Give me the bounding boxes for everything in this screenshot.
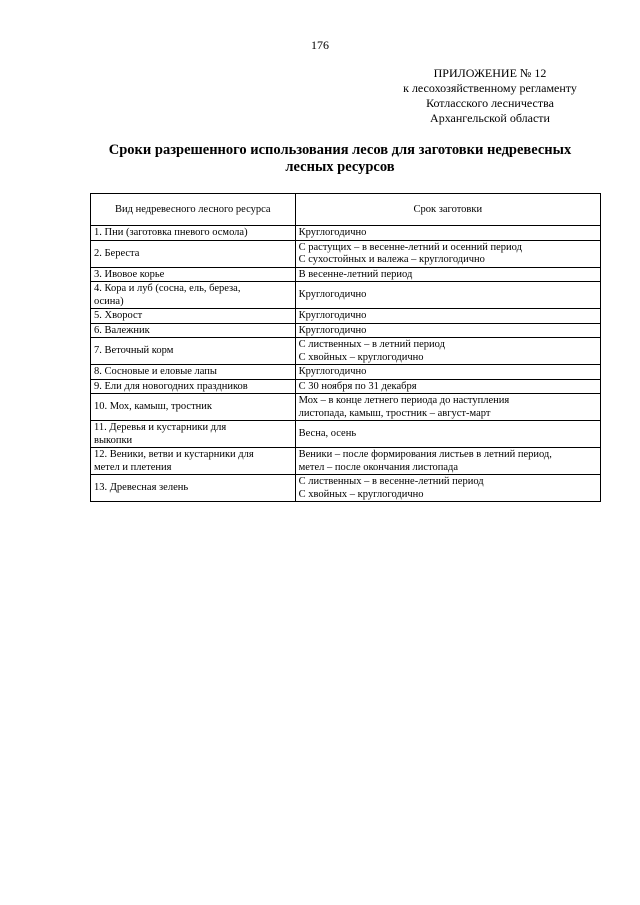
period-cell <box>295 448 600 475</box>
table-row <box>91 394 601 421</box>
resource-cell-line: 7. Веточный корм <box>94 345 174 357</box>
resource-cell-line: 11. Деревья и кустарники для <box>94 422 227 433</box>
period-cell-line: метел – после окончания листопада <box>298 461 459 473</box>
period-cell-line: Веники – после формирования листьев в летний период, <box>298 449 552 460</box>
resource-cell <box>91 323 296 338</box>
resource-cell <box>91 475 296 502</box>
table-row <box>91 448 601 475</box>
appendix-heading <box>380 66 600 126</box>
period-cell-line: С хвойных – круглогодично <box>298 488 424 500</box>
resource-cell-line: 2. Береста <box>94 247 140 259</box>
resource-cell <box>91 267 296 282</box>
resource-cell <box>91 394 296 421</box>
period-cell <box>295 394 600 421</box>
table-row <box>91 226 601 241</box>
period-cell-line: Весна, осень <box>298 428 357 440</box>
resource-cell <box>91 448 296 475</box>
resource-cell-line: метел и плетения <box>94 461 172 473</box>
resource-cell <box>91 309 296 324</box>
header-resource-type: Вид недревесного лесного ресурса <box>91 194 296 226</box>
period-cell <box>295 282 600 309</box>
period-cell-line: С лиственных – в летний период <box>298 339 445 350</box>
period-cell <box>295 421 600 448</box>
resource-cell <box>91 365 296 380</box>
table-body <box>91 226 601 502</box>
appendix-line: ПРИЛОЖЕНИЕ № 12 <box>433 66 547 80</box>
appendix-line: Котласского лесничества <box>426 96 554 110</box>
period-cell <box>295 379 600 394</box>
resource-cell-line: 3. Ивовое корье <box>94 268 165 280</box>
period-cell-line: С 30 ноября по 31 декабря <box>298 380 417 392</box>
table-row <box>91 240 601 267</box>
table-row <box>91 323 601 338</box>
period-cell-line: Круглогодично <box>298 324 367 336</box>
period-cell-line: Круглогодично <box>298 289 367 301</box>
resources-table <box>90 193 601 502</box>
table-row <box>91 421 601 448</box>
resource-cell-line: 10. Мох, камыш, тростник <box>94 401 213 413</box>
period-cell <box>295 267 600 282</box>
period-cell <box>295 240 600 267</box>
period-cell-line: листопада, камыш, тростник – август-март <box>298 407 491 419</box>
resource-cell-line: осина) <box>94 295 124 307</box>
period-cell-line: С хвойных – круглогодично <box>298 351 424 363</box>
period-cell-line: В весенне-летний период <box>298 268 413 280</box>
period-cell <box>295 309 600 324</box>
appendix-line: Архангельской области <box>430 111 550 125</box>
period-cell-line: С растущих – в весенне-летний и осенний период <box>298 241 522 253</box>
period-cell-line: Круглогодично <box>298 366 367 377</box>
resource-cell-line: выкопки <box>94 434 133 446</box>
resource-cell <box>91 226 296 241</box>
page-number: 176 <box>311 38 329 52</box>
table-row <box>91 338 601 365</box>
resource-cell-line: 12. Веники, ветви и кустарники для <box>94 449 254 460</box>
table-row <box>91 365 601 380</box>
resource-cell <box>91 282 296 309</box>
table-row <box>91 267 601 282</box>
table-row <box>91 309 601 324</box>
resource-cell <box>91 338 296 365</box>
header-harvest-period: Срок заготовки <box>295 194 600 226</box>
resource-cell-line: 4. Кора и луб (сосна, ель, береза, <box>94 283 241 294</box>
period-cell <box>295 226 600 241</box>
resource-cell-line: 1. Пни (заготовка пневого осмола) <box>94 227 248 238</box>
resource-cell <box>91 379 296 394</box>
table-row <box>91 282 601 309</box>
period-cell <box>295 338 600 365</box>
period-cell <box>295 323 600 338</box>
period-cell-line: Круглогодично <box>298 310 367 321</box>
document-title-line: лесных ресурсов <box>285 159 395 175</box>
resource-cell-line: 9. Ели для новогодних праздников <box>94 380 248 392</box>
period-cell <box>295 475 600 502</box>
table-row <box>91 475 601 502</box>
resource-cell-line: 5. Хворост <box>94 310 143 321</box>
period-cell-line: Круглогодично <box>298 227 367 238</box>
appendix-line: к лесохозяйственному регламенту <box>403 81 577 95</box>
resource-cell <box>91 240 296 267</box>
table-row <box>91 379 601 394</box>
period-cell <box>295 365 600 380</box>
document-title <box>80 142 600 176</box>
period-cell-line: Мох – в конце летнего периода до наступления <box>298 395 510 406</box>
resource-cell-line: 6. Валежник <box>94 324 150 336</box>
period-cell-line: С сухостойных и валежа – круглогодично <box>298 254 485 265</box>
document-title-line: Сроки разрешенного использования лесов для заготовки недревесных <box>108 142 572 158</box>
period-cell-line: С лиственных – в весенне-летний период <box>298 476 484 487</box>
resource-cell <box>91 421 296 448</box>
resource-cell-line: 8. Сосновые и еловые лапы <box>94 366 217 377</box>
resource-cell-line: 13. Древесная зелень <box>94 482 189 494</box>
table-header-row <box>91 194 601 226</box>
